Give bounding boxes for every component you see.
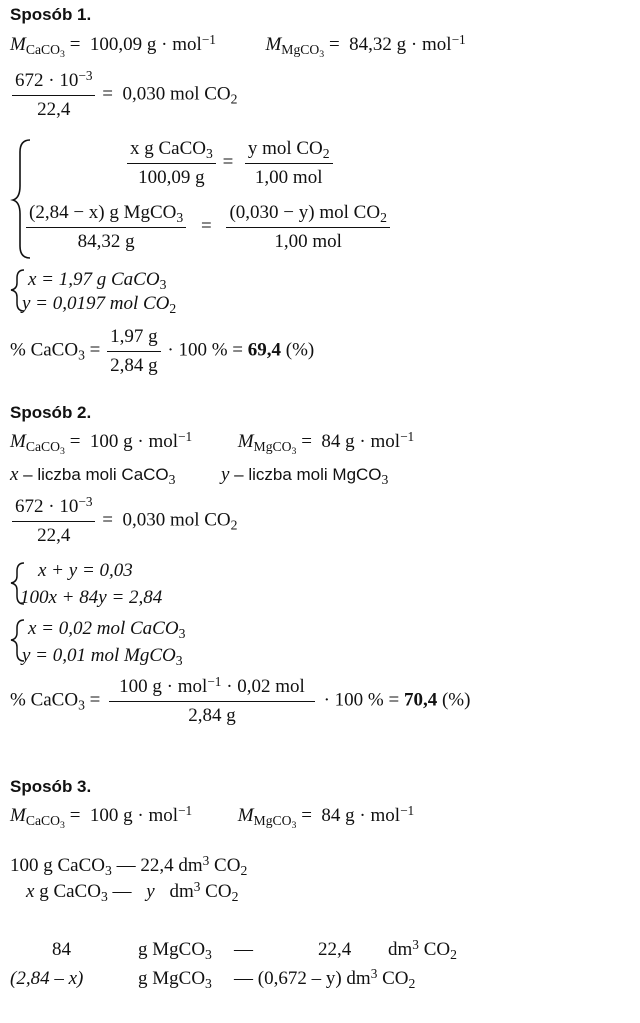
method1-mm-mgco3: 84,32 g · mol <box>349 34 452 55</box>
method2-gas-moles-row: $\frac{672 \cdot 10^{-3}}{22,4}$ = 0,030 mol $CO_2$ <box>10 496 238 547</box>
method2-gas-num: 672 · 10 <box>15 496 79 517</box>
method1-pct-den: 2,84 g <box>110 354 158 376</box>
method2-sol-y: y = 0,01 mol MgCO$_3$ <box>22 645 183 668</box>
method2-def-x-var: x <box>10 464 19 485</box>
method3-prop3-d: 22,4 <box>318 939 352 960</box>
method1-gas-moles: 0,030 mol CO <box>122 83 231 105</box>
method2-pct-tail: · 100 % = <box>323 689 404 711</box>
method2-def-y-text: – liczba moli MgCO <box>229 465 382 484</box>
method1-mm-caco3: 100,09 g · mol <box>89 34 202 55</box>
method2-mm-mgco3: 84 g · mol <box>321 431 401 452</box>
method1-pct-num: 1,97 g <box>107 326 161 352</box>
method2-molar-masses: $M_{CaCO_3} = 100$ g · mol$^{-1}$ $M_{MgCO_3} = 84$ g · mol$^{-1}$ <box>10 429 415 457</box>
method3-prop3-a: 84 <box>52 939 71 960</box>
method2-sys-a: x + y = 0,03 <box>38 560 133 581</box>
method1-eq2-right-den: 1,00 mol <box>274 230 342 252</box>
method1-pct-result: 69,4 <box>247 339 282 361</box>
method1-eq1-right-den: 1,00 mol <box>254 166 323 188</box>
method1-eq1-right-num: y mol CO <box>247 138 323 159</box>
method2-pct-num-tail: · 0,02 mol <box>221 676 305 697</box>
method2-sol-x: x = 0,02 mol CaCO$_3$ <box>28 618 186 641</box>
method2-pct-num: 100 g · mol <box>119 676 208 697</box>
method1-eq2-right-num: (0,030 − y) mol CO <box>229 202 381 223</box>
method1-pct-tail: · 100 % = <box>167 339 248 361</box>
method2-pct-label: % CaCO <box>10 689 79 711</box>
method3-molar-masses: $M_{CaCO_3} = 100$ g · mol$^{-1}$ $M_{MgCO_3} = 84$ g · mol$^{-1}$ <box>10 803 415 831</box>
method3-prop3-c: — <box>234 939 253 960</box>
method1-eq1: $\frac{x g CaCO_3}{100,09 g}$ = $\frac{y mol CO_2}{\text{1,00 mol}}$ <box>125 138 335 189</box>
method3-heading: Sposób 3. <box>10 777 92 796</box>
method2-gas-moles: 0,030 mol CO <box>122 509 231 531</box>
method1-eq2-left-den: 84,32 g <box>77 230 135 252</box>
method1-eq1-left-den: 100,09 g <box>138 166 205 188</box>
method2-sys-b: 100x + 84y = 2,84 <box>20 587 163 608</box>
method1-heading: Sposób 1. <box>10 5 92 24</box>
method3-mm-mgco3: 84 g · mol <box>321 805 401 826</box>
method3-prop4-b: g MgCO$_3$ <box>138 968 212 991</box>
method1-gas-fraction <box>12 70 95 121</box>
method1-percent-row: % CaCO$_3$ = $\frac{1,97 g}{2,84 g}$ · 100 % = 69,4 (%) <box>10 326 315 376</box>
method3-prop3-b: g MgCO$_3$ <box>138 939 212 962</box>
method1-gas-moles-row: $\frac{672 \cdot 10^{-3}}{22,4}$ = 0,030 mol $CO_2$ <box>10 70 238 121</box>
method1-pct-label: % CaCO <box>10 339 79 361</box>
method2-heading: Sposób 2. <box>10 403 92 422</box>
method2-pct-den: 2,84 g <box>188 704 236 726</box>
method3-prop3-e: $dm^3$ $CO_2$ <box>388 937 457 962</box>
method2-gas-den: 22,4 <box>37 524 71 546</box>
method1-gas-exp: −3 <box>78 68 93 84</box>
method2-pct-result: 70,4 <box>403 689 438 711</box>
method1-gas-den: 22,4 <box>37 98 71 120</box>
method3-mm-caco3: 100 g · mol <box>89 805 179 826</box>
method3-prop1: 100 g CaCO$_3$ — 22,4 $dm^3$ $CO_2$ <box>10 853 248 878</box>
method1-eq1-left-num: x g CaCO <box>130 138 206 159</box>
method2-def-x-text: – liczba moli CaCO <box>18 465 169 484</box>
method1-molar-masses: $M_{CaCO_3} = 100,09$ g · mol$^{-1}$ $M_{MgCO_3} = 84,32$ g · mol$^{-1}$ <box>10 32 466 60</box>
method2-gas-exp: −3 <box>78 494 93 510</box>
method2-def-y-var: y <box>221 464 230 485</box>
method1-pct-unit: (%) <box>285 339 315 361</box>
method2-mm-caco3: 100 g · mol <box>89 431 179 452</box>
method1-eq2: $\frac{(2,84 - x) g MgCO_3}{84,32 g}$ = $\frac{(0,030 - y) mol CO_2}{\text{1,00 mol}}$ <box>24 202 392 253</box>
method1-eq2-left-num: (2,84 − x) g MgCO <box>29 202 177 223</box>
method2-percent-row: % CaCO$_3$ = $\frac{100 g \cdot mol^{-1} \cdot 0,02 mol}{2,84 g}$ · 100 % = 70,4 (%) <box>10 674 471 726</box>
method2-pct-unit: (%) <box>441 689 471 711</box>
method3-prop2: x g CaCO$_3$ — y $dm^3$ $CO_2$ <box>26 879 239 904</box>
method3-prop4-c: — (0,672 – y) $dm^3$ $CO_2$ <box>234 966 416 991</box>
method2-definitions: x – liczba moli CaCO$_3$ y – liczba moli MgCO$_3$ <box>10 464 389 487</box>
method1-gas-num: 672 · 10 <box>15 70 79 91</box>
method1-sol-x: x = 1,97 g CaCO$_3$ <box>28 269 167 292</box>
method1-sol-y: y = 0,0197 mol $CO_2$ <box>22 293 177 316</box>
method3-prop4-a: (2,84 – x) <box>10 968 84 989</box>
